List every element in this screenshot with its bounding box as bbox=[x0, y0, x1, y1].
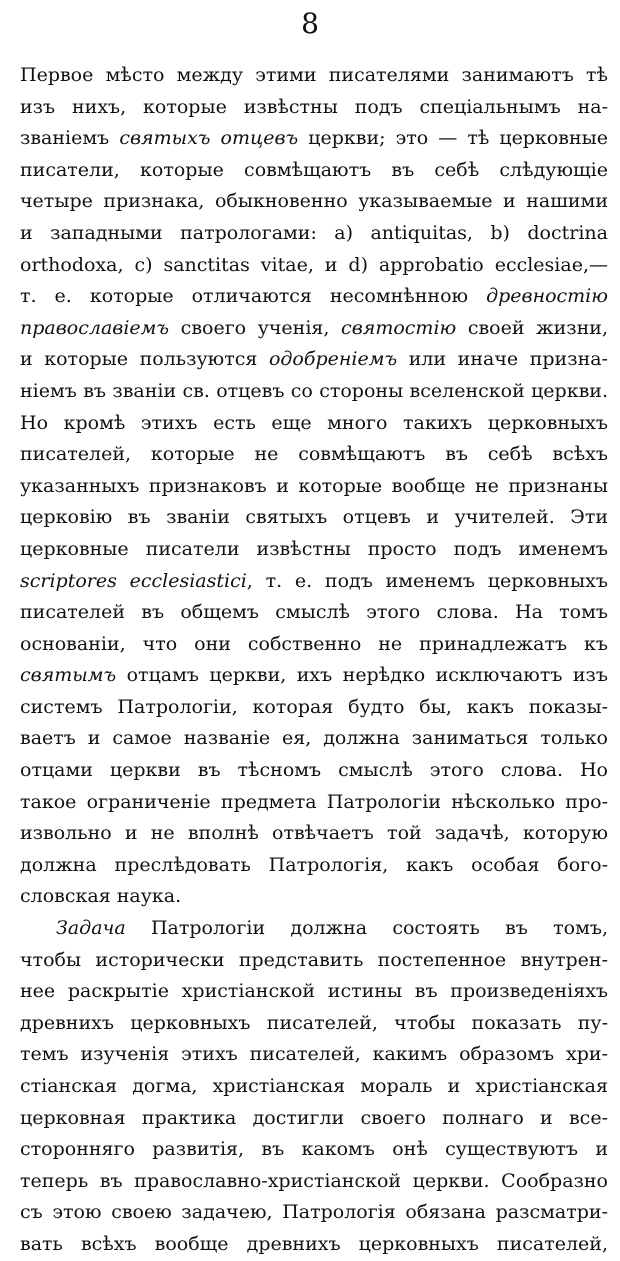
text-line bbox=[20, 123, 608, 155]
text-segment: Но кромѣ этихъ есть еще много такихъ церковныхъ bbox=[20, 411, 608, 434]
text-line bbox=[20, 1197, 608, 1229]
text-line bbox=[20, 376, 608, 408]
text-line bbox=[20, 281, 608, 313]
text-line bbox=[20, 250, 608, 282]
text-segment: отцамъ церкви, ихъ нерѣдко исключаютъ изъ bbox=[116, 664, 608, 687]
text-segment: основаніи, что они собственно не принадлежатъ къ bbox=[20, 632, 608, 655]
italic-term: Задача bbox=[56, 917, 126, 940]
text-line bbox=[20, 60, 608, 92]
text-segment: теперь въ православно-христіанской церкви. Сообразно bbox=[20, 1169, 608, 1192]
text-line bbox=[20, 660, 608, 692]
text-segment: указанныхъ признаковъ и которые вообще не признаны bbox=[20, 474, 608, 497]
italic-term: святымъ bbox=[20, 664, 117, 687]
text-line bbox=[20, 566, 608, 598]
text-segment: чтобы исторически представить постепенное внутрен- bbox=[20, 948, 608, 971]
text-line bbox=[20, 1134, 608, 1166]
text-segment: нее раскрытіе христіанской истины въ произведеніяхъ bbox=[20, 980, 608, 1003]
text-segment: изъ нихъ, которые извѣстны подъ спеціальнымъ на- bbox=[20, 95, 608, 118]
text-line bbox=[20, 723, 608, 755]
text-line bbox=[20, 1039, 608, 1071]
text-segment: извольно и не вполнѣ отвѣчаетъ той задачѣ, которую bbox=[20, 822, 608, 845]
italic-term: святостію bbox=[341, 316, 457, 339]
text-segment: и западными патрологами: a) antiquitas, b) doctrina bbox=[20, 221, 608, 244]
text-line bbox=[20, 313, 608, 345]
text-segment: стіанская догма, христіанская мораль и христіанская bbox=[20, 1075, 608, 1097]
text-segment: словская наука. bbox=[20, 885, 182, 908]
italic-term: православіемъ bbox=[20, 316, 170, 339]
text-line bbox=[20, 755, 608, 787]
text-segment: сторонняго развитія, въ какомъ онѣ существуютъ и bbox=[20, 1138, 608, 1161]
text-segment: ніемъ въ званіи св. отцевъ со стороны вселенской церкви. bbox=[20, 379, 608, 402]
text-segment: т. е. которые отличаются несомнѣнною bbox=[20, 285, 487, 308]
text-segment: древнихъ церковныхъ писателей, чтобы показать пу- bbox=[20, 1011, 608, 1034]
text-segment: четыре признака, обыкновенно указываемые и нашими bbox=[20, 190, 608, 213]
text-line bbox=[20, 502, 608, 534]
text-segment: должна преслѣдовать Патрологія, какъ особая бого- bbox=[20, 853, 608, 876]
text-line bbox=[20, 1008, 608, 1040]
italic-term: святыхъ отцевъ bbox=[119, 127, 299, 150]
text-line bbox=[20, 155, 608, 187]
text-line bbox=[20, 945, 608, 977]
italic-term: древностію bbox=[486, 285, 608, 308]
text-segment: ваетъ и самое названіе ея, должна заниматься только bbox=[20, 727, 608, 750]
text-segment: темъ изученія этихъ писателей, какимъ образомъ хри- bbox=[20, 1043, 608, 1066]
text-segment: званіемъ bbox=[20, 127, 120, 150]
text-segment: или иначе призна- bbox=[397, 348, 608, 371]
text-segment: церковная практика достигли своего полнаго и все- bbox=[20, 1106, 608, 1129]
text-line bbox=[20, 1229, 608, 1261]
text-segment: системъ Патрологіи, которая будто бы, какъ показы- bbox=[20, 695, 608, 718]
text-segment: писателей въ общемъ смыслѣ этого слова. На томъ bbox=[20, 601, 608, 624]
text-line bbox=[20, 976, 608, 1008]
text-segment: церковные писатели извѣстны просто подъ именемъ bbox=[20, 537, 608, 560]
text-line bbox=[20, 408, 608, 440]
text-segment: отцами церкви въ тѣсномъ смыслѣ этого слова. Но bbox=[20, 759, 608, 782]
text-segment: , т. е. подъ именемъ церковныхъ bbox=[246, 569, 608, 592]
text-line bbox=[20, 787, 608, 819]
text-line bbox=[20, 818, 608, 850]
italic-term: scriptores ecclesiastici bbox=[20, 569, 247, 592]
text-line bbox=[20, 1166, 608, 1198]
text-line bbox=[20, 692, 608, 724]
text-line bbox=[20, 1071, 608, 1103]
text-segment: и которые пользуются bbox=[20, 348, 269, 371]
text-segment: съ этою своею задачею, Патрологія обязана разсматри- bbox=[20, 1201, 608, 1224]
text-line bbox=[20, 597, 608, 629]
text-line bbox=[20, 881, 608, 913]
text-line bbox=[20, 850, 608, 882]
text-segment: Первое мѣсто между этими писателями занимаютъ тѣ bbox=[20, 64, 608, 86]
text-segment: вать всѣхъ вообще древнихъ церковныхъ писателей, bbox=[20, 1232, 608, 1255]
text-line bbox=[20, 913, 608, 945]
text-line bbox=[20, 534, 608, 566]
text-line bbox=[20, 92, 608, 124]
text-line bbox=[20, 186, 608, 218]
text-segment: писатели, которые совмѣщаютъ въ себѣ слѣдующіе bbox=[20, 158, 608, 181]
text-line bbox=[20, 629, 608, 661]
text-line bbox=[20, 344, 608, 376]
text-line bbox=[20, 218, 608, 250]
text-segment: orthodoxa, c) sanctitas vitae, и d) approbatio ecclesiae,— bbox=[20, 253, 608, 276]
page-number: 8 bbox=[301, 7, 319, 40]
text-line bbox=[20, 439, 608, 471]
italic-term: одобреніемъ bbox=[268, 348, 398, 371]
text-line bbox=[20, 471, 608, 503]
body-text bbox=[20, 60, 608, 1261]
text-segment: церковію въ званіи святыхъ отцевъ и учителей. Эти bbox=[20, 506, 608, 529]
text-segment: церкви; это — тѣ церковные bbox=[298, 127, 609, 150]
text-segment: своего ученія, bbox=[169, 316, 342, 339]
text-segment: Патрологіи должна состоять въ томъ, bbox=[125, 917, 608, 940]
text-segment: своей жизни, bbox=[456, 316, 608, 339]
text-segment: писателей, которые не совмѣщаютъ въ себѣ всѣхъ bbox=[20, 443, 608, 466]
text-line bbox=[20, 1103, 608, 1135]
text-segment: такое ограниченіе предмета Патрологіи нѣсколько про- bbox=[20, 790, 608, 813]
